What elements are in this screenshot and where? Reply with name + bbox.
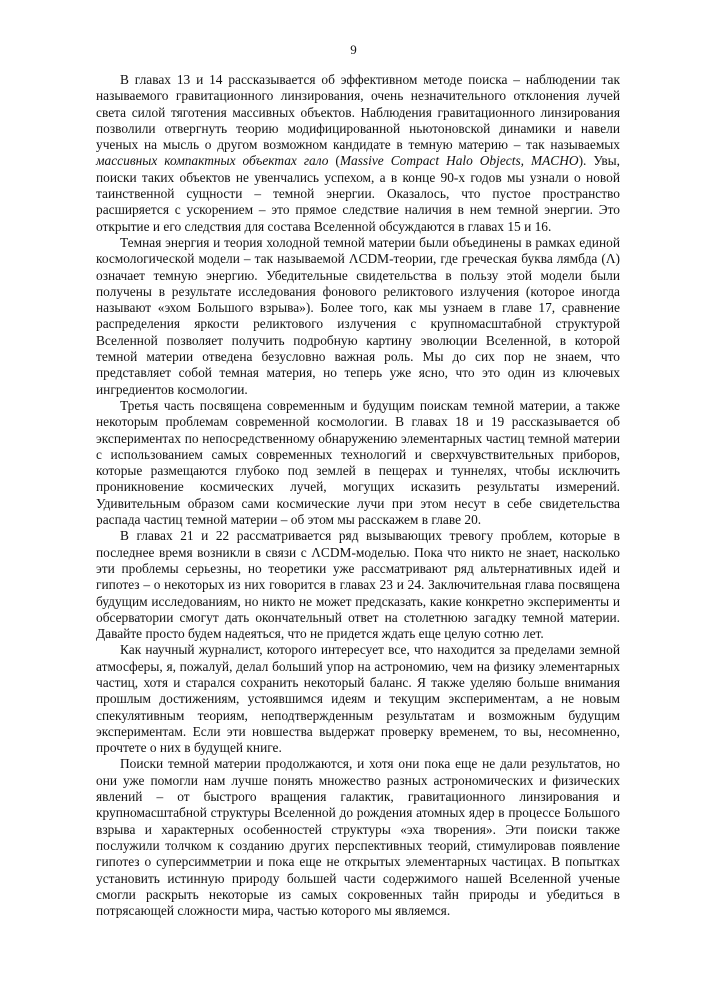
paragraph-text: ( bbox=[328, 153, 340, 169]
paragraph-text: Темная энергия и теория холодной темной материи были объединены в рамках единой космологической модели – так называемой ΛCDM-теории, где греческая буква лямбда (Λ) означает темную энергию. Убедительные свидетельства в пользу этой модели были получены в результате исследования фонового реликтового излучения (которое иногда называют «эхом Большого взрыва»). Более того, как мы узнаем в главе 17, сравнение распределения яркости реликтового излучения с крупномасштабной структурой Вселенной позволяет получить подробную картину эволюции Вселенной, в которой темной материи отведена безусловно важная роль. Мы до сих пор не знаем, что представляет собой темная материя, но теперь уже ясно, что это один из ключевых ингредиентов космологии. bbox=[96, 234, 620, 397]
paragraph bbox=[96, 756, 620, 919]
italic-term: Massive Compact Halo Objects, MACHO bbox=[339, 153, 579, 169]
paragraph-text: Поиски темной материи продолжаются, и хотя они пока еще не дали результатов, но они уже помогли нам лучше понять множество разных астрономических и физических явлений – от быстрого вращения галактик, гравитационного линзирования и крупномасштабной структуры Вселенной до рождения атомных ядер в процессе Большого взрыва и характерных особенностей структуры «эха творения». Эти поиски также послужили толчком к созданию других перспективных теорий, стимулировав появление гипотез о суперсимметрии и пока еще не открытых элементарных частицах. В попытках установить истинную природу большей части содержимого нашей Вселенной ученые смогли раскрыть некоторые из самых сокровенных тайн природы и убедиться в потрясающей сложности мира, частью которого мы являемся. bbox=[96, 756, 620, 919]
paragraph bbox=[96, 528, 620, 642]
body-text bbox=[96, 72, 620, 919]
paragraph-text: ). Увы, поиски таких объектов не увенчались успехом, а в конце 90-х годов мы узнали о новой таинственной сущности – темной энергии. Оказалось, что пустое пространство расширяется с ускорением – это прямое следствие наличия в нем темной энергии. Это открытие и его следствия для состава Вселенной обсуждаются в главах 15 и 16. bbox=[96, 153, 620, 234]
paragraph-text: В главах 13 и 14 рассказывается об эффективном методе поиска – наблюдении так называемого гравитационного линзирования, очень незначительного отклонения лучей света силой тяготения массивных объектов. Наблюдения гравитационного линзирования позволили отвергнуть теорию модифицированной ньютоновской динамики и навели ученых на мысль о другом возможном кандидате в темную материю – так называемых bbox=[96, 72, 620, 153]
italic-term: массивных компактных объектах гало bbox=[96, 153, 329, 169]
paragraph bbox=[96, 72, 620, 235]
paragraph-text: В главах 21 и 22 рассматривается ряд вызывающих тревогу проблем, которые в последнее время возникли в связи с ΛCDM-моделью. Пока что никто не знает, насколько эти проблемы серьезны, но теоретики уже рассматривают ряд альтернативных идей и гипотез – о некоторых из них говорится в главах 23 и 24. Заключительная глава посвящена будущим исследованиям, но никто не может предсказать, какие конкретно эксперименты и обсерватории смогут дать окончательный ответ на столетнюю загадку темной материи. Давайте просто будем надеяться, что не придется ждать еще целую сотню лет. bbox=[96, 528, 620, 642]
paragraph-text: Как научный журналист, которого интересует все, что находится за пределами земной атмосферы, я, пожалуй, делал больший упор на астрономию, чем на физику элементарных частиц, хотя и старался сохранить некоторый баланс. Я также уделяю больше внимания прошлым достижениям, устоявшимся идеям и текущим экспериментам, а не новым спекулятивным теориям, неподтвержденным результатам и возможным будущим экспериментам. Если эти новшества выдержат проверку временем, то вы, несомненно, прочтете о них в будущей книге. bbox=[96, 642, 620, 756]
paragraph bbox=[96, 642, 620, 756]
paragraph bbox=[96, 398, 620, 528]
paragraph bbox=[96, 235, 620, 398]
paragraph-text: Третья часть посвящена современным и будущим поискам темной материи, а также некоторым проблемам современной космологии. В главах 18 и 19 рассказывается об экспериментах по непосредственному обнаружению элементарных частиц темной материи с использованием самых современных технологий и сверхчувствительных приборов, которые размещаются глубоко под землей в пещерах и туннелях, чтобы исключить проникновение космических лучей, могущих исказить результаты измерений. Удивительным образом сами космические лучи при этом несут в себе свидетельства распада частиц темной материи – об этом мы расскажем в главе 20. bbox=[96, 397, 620, 528]
page-number: 9 bbox=[350, 42, 357, 57]
